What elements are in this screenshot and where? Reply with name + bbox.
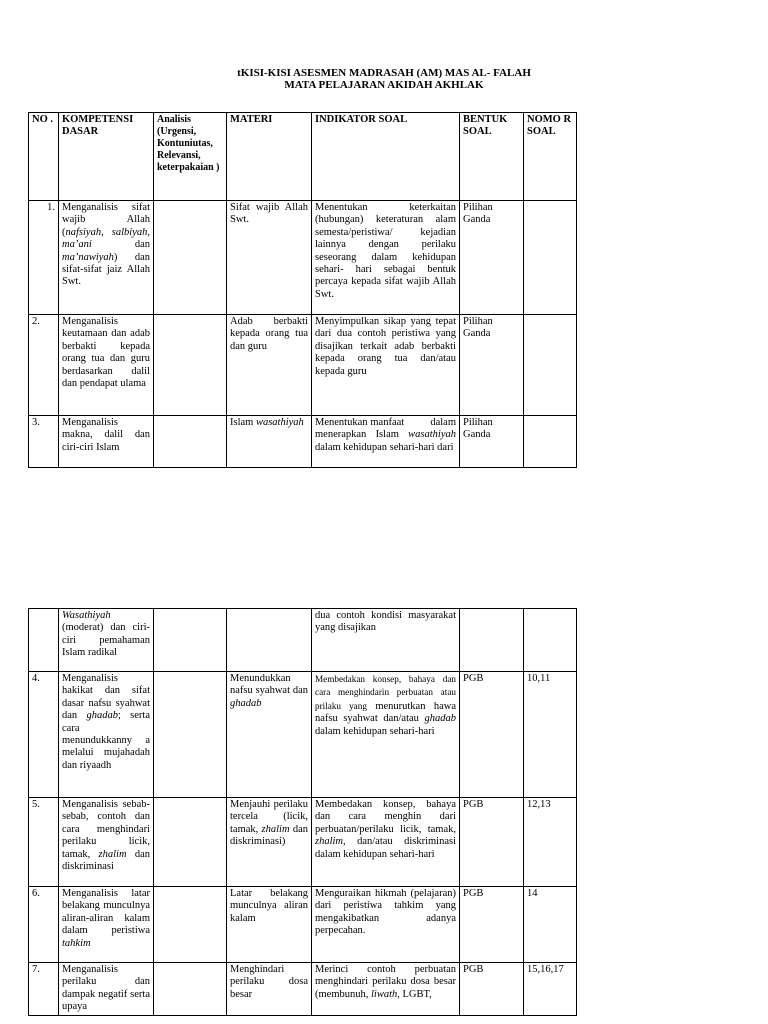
cell-indikator-soal: Menyimpulkan sikap yang tepat dari dua contoh peristiwa yang disajikan terkait adab berbakti kepada orang tua dan/atau kepada guru [312,315,460,416]
cell-no: 1. [29,201,59,315]
cell-nomor-soal: 10,11 [524,672,577,798]
cell-indikator-soal: Merinci contoh perbuatan menghindari perilaku dosa besar (membunuh, liwath, LGBT, [312,963,460,1016]
cell-analisis [154,201,227,315]
cell-analisis [154,315,227,416]
table-row [29,798,577,887]
cell-no: 2. [29,315,59,416]
document-subtitle: MATA PELAJARAN AKIDAH AKHLAK [284,79,484,91]
cell-materi [227,609,312,672]
cell-no: 4. [29,672,59,798]
cell-analisis [154,672,227,798]
cell-no: 6. [29,887,59,963]
cell-kompetensi-dasar: Menganalisis sifat wajib Allah (nafsiyah, salbiyah, ma’ani dan ma’nawiyah) dan sifat-sifat jaiz Allah Swt. [59,201,154,315]
cell-kompetensi-dasar: Wasathiyah (moderat) dan ciri-ciri pemahaman Islam radikal [59,609,154,672]
cell-bentuk-soal: PGB [460,672,524,798]
cell-materi: Sifat wajib Allah Swt. [227,201,312,315]
header-indikator-soal: INDIKATOR SOAL [312,113,460,201]
cell-kompetensi-dasar: Menganalisis hakikat dan sifat dasar nafsu syahwat dan ghadab; serta cara menundukkanny a melalui mujahadah dan riyaadh [59,672,154,798]
header-materi: MATERI [227,113,312,201]
cell-nomor-soal: 14 [524,887,577,963]
document-title: tKISI-KISI ASESMEN MADRASAH (AM) MAS AL- FALAH [237,67,531,79]
cell-nomor-soal [524,201,577,315]
cell-materi: Islam wasathiyah [227,416,312,468]
cell-bentuk-soal [460,609,524,672]
cell-materi: Menundukkan nafsu syahwat dan ghadab [227,672,312,798]
cell-bentuk-soal: PGB [460,798,524,887]
cell-indikator-soal: Menentukan manfaat dalam menerapkan Islam wasathiyah dalam kehidupan sehari-hari dari [312,416,460,468]
cell-bentuk-soal: Pilihan Ganda [460,416,524,468]
cell-materi: Menjauhi perilaku tercela (licik, tamak, zhalim dan diskriminasi) [227,798,312,887]
table-row [29,963,577,1016]
cell-bentuk-soal: Pilihan Ganda [460,315,524,416]
cell-nomor-soal [524,315,577,416]
cell-materi: Adab berbakti kepada orang tua dan guru [227,315,312,416]
cell-no: 3. [29,416,59,468]
cell-nomor-soal [524,609,577,672]
cell-nomor-soal: 12,13 [524,798,577,887]
cell-analisis [154,416,227,468]
cell-indikator-soal: Menentukan keterkaitan (hubungan) keteraturan alam semesta/peristiwa/ kejadian lainnya dengan perilaku seseorang dalam kehidupan sehari- hari sebagai bentuk percaya kepada sifat wajib Allah Swt. [312,201,460,315]
cell-analisis [154,963,227,1016]
cell-analisis [154,887,227,963]
cell-kompetensi-dasar: Menganalisis latar belakang munculnya aliran-aliran kalam dalam peristiwa tahkim [59,887,154,963]
table-row [29,672,577,798]
cell-bentuk-soal: PGB [460,963,524,1016]
cell-bentuk-soal: Pilihan Ganda [460,201,524,315]
cell-kompetensi-dasar: Menganalisis keutamaan dan adab berbakti kepada orang tua dan guru berdasarkan dalil dan pendapat ulama [59,315,154,416]
cell-materi: Menghindari perilaku dosa besar [227,963,312,1016]
cell-nomor-soal: 15,16,17 [524,963,577,1016]
cell-indikator-soal: dua contoh kondisi masyarakat yang disajikan [312,609,460,672]
header-bentuk-soal: BENTUK SOAL [460,113,524,201]
cell-indikator-soal: Membedakan konsep, bahaya dan cara menghindarin perbuatan atau prilaku yang menurutkan hawa nafsu syahwat dan/atau ghadab dalam kehidupan sehari-hari [312,672,460,798]
table-header-row [29,113,577,201]
table-row [29,201,577,315]
cell-analisis [154,609,227,672]
cell-indikator-soal: Membedakan konsep, bahaya dan cara menghin dari perbuatan/perilaku licik, tamak, zhalim, dan/atau diskriminasi dalam kehidupan sehari-hari [312,798,460,887]
cell-kompetensi-dasar: Menganalisis makna, dalil dan ciri-ciri Islam [59,416,154,468]
table-row [29,315,577,416]
table-row [29,887,577,963]
kisi-kisi-table-page2 [28,608,577,1016]
header-nomor-soal: NOMO R SOAL [524,113,577,201]
cell-bentuk-soal: PGB [460,887,524,963]
cell-no [29,609,59,672]
cell-analisis [154,798,227,887]
cell-materi: Latar belakang munculnya aliran kalam [227,887,312,963]
cell-nomor-soal [524,416,577,468]
table-row [29,609,577,672]
header-no: NO . [29,113,59,201]
cell-indikator-soal: Menguraikan hikmah (pelajaran) dari peristiwa tahkim yang mengakibatkan adanya perpecahan. [312,887,460,963]
cell-kompetensi-dasar: Menganalisis perilaku dan dampak negatif serta upaya [59,963,154,1016]
header-analisis: Analisis (Urgensi, Kontuniutas, Relevansi, keterpakaian ) [154,113,227,201]
cell-no: 7. [29,963,59,1016]
cell-kompetensi-dasar: Menganalisis sebab-sebab, contoh dan cara menghindari perilaku licik, tamak, zhalim dan diskriminasi [59,798,154,887]
kisi-kisi-table-page1 [28,112,577,468]
cell-no: 5. [29,798,59,887]
table-row [29,416,577,468]
header-kompetensi-dasar: KOMPETENSI DASAR [59,113,154,201]
